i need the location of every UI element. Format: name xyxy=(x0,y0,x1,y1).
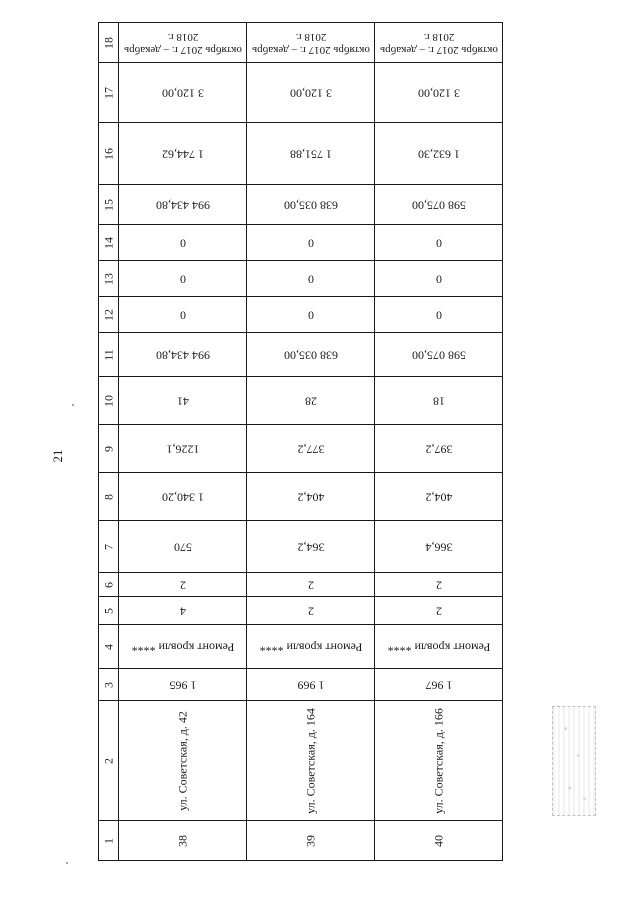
period-cell: октябрь 2017 г. – декабрь 2018 г. xyxy=(119,23,247,63)
data-cell: 18 xyxy=(375,377,503,425)
data-cell: 994 434,80 xyxy=(119,185,247,225)
table-row-col-9 xyxy=(99,425,503,473)
column-header-cell: 8 xyxy=(99,473,119,521)
scan-speck xyxy=(72,404,74,406)
column-header-cell: 3 xyxy=(99,669,119,701)
data-cell: 0 xyxy=(119,261,247,297)
data-cell: 638 035,00 xyxy=(247,185,375,225)
page-number: 21 xyxy=(50,449,65,463)
data-cell: 1226,1 xyxy=(119,425,247,473)
data-cell: 41 xyxy=(119,377,247,425)
work-type-cell: Ремонт кровли **** xyxy=(375,625,503,669)
data-cell: 570 xyxy=(119,521,247,573)
data-cell: 2 xyxy=(247,573,375,597)
data-cell: 0 xyxy=(247,225,375,261)
column-header-cell: 16 xyxy=(99,123,119,185)
address-cell: ул. Советская, д. 166 xyxy=(375,701,503,821)
table-row-col-12 xyxy=(99,297,503,333)
work-type-cell: Ремонт кровли **** xyxy=(247,625,375,669)
year-cell: 1 965 xyxy=(119,669,247,701)
year-cell: 1 967 xyxy=(375,669,503,701)
scan-speck xyxy=(66,862,68,864)
column-header-cell: 17 xyxy=(99,63,119,123)
table-row-col-13 xyxy=(99,261,503,297)
column-header-cell: 14 xyxy=(99,225,119,261)
table-row-col-15 xyxy=(99,185,503,225)
row-number-cell: 38 xyxy=(119,821,247,861)
table-row-col-14 xyxy=(99,225,503,261)
data-cell: 4 xyxy=(119,597,247,625)
data-cell: 0 xyxy=(119,225,247,261)
data-cell: 3 120,00 xyxy=(375,63,503,123)
data-cell: 3 120,00 xyxy=(119,63,247,123)
data-cell: 0 xyxy=(247,261,375,297)
row-number-cell: 39 xyxy=(247,821,375,861)
column-header-cell: 10 xyxy=(99,377,119,425)
data-cell: 0 xyxy=(247,297,375,333)
data-cell: 1 751,88 xyxy=(247,123,375,185)
column-header-cell: 5 xyxy=(99,597,119,625)
table-row-col-1 xyxy=(99,821,503,861)
data-cell: 598 075,00 xyxy=(375,185,503,225)
data-cell: 28 xyxy=(247,377,375,425)
table-row-col-8 xyxy=(99,473,503,521)
data-cell: 0 xyxy=(375,261,503,297)
data-cell: 638 035,00 xyxy=(247,333,375,377)
data-cell: 377,2 xyxy=(247,425,375,473)
table-row-col-6 xyxy=(99,573,503,597)
table-row-col-16 xyxy=(99,123,503,185)
column-header-cell: 13 xyxy=(99,261,119,297)
column-header-cell: 11 xyxy=(99,333,119,377)
address-cell: ул. Советская, д. 42 xyxy=(119,701,247,821)
table-row-col-2 xyxy=(99,701,503,821)
repair-schedule-table xyxy=(98,22,503,861)
data-cell: 0 xyxy=(375,297,503,333)
column-header-cell: 2 xyxy=(99,701,119,821)
table-row-col-3 xyxy=(99,669,503,701)
column-header-cell: 15 xyxy=(99,185,119,225)
column-header-cell: 9 xyxy=(99,425,119,473)
column-header-cell: 18 xyxy=(99,23,119,63)
row-number-cell: 40 xyxy=(375,821,503,861)
data-cell: 1 744,62 xyxy=(119,123,247,185)
data-cell: 994 434,80 xyxy=(119,333,247,377)
column-header-cell: 7 xyxy=(99,521,119,573)
data-cell: 3 120,00 xyxy=(247,63,375,123)
data-cell: 598 075,00 xyxy=(375,333,503,377)
data-cell: 1 340,20 xyxy=(119,473,247,521)
data-cell: 2 xyxy=(375,597,503,625)
column-header-cell: 4 xyxy=(99,625,119,669)
data-cell: 2 xyxy=(247,597,375,625)
data-cell: 364,2 xyxy=(247,521,375,573)
table-row-col-4 xyxy=(99,625,503,669)
column-header-cell: 6 xyxy=(99,573,119,597)
table-row-col-17 xyxy=(99,63,503,123)
data-cell: 0 xyxy=(375,225,503,261)
data-cell: 404,2 xyxy=(375,473,503,521)
data-cell: 366,4 xyxy=(375,521,503,573)
table-row-col-7 xyxy=(99,521,503,573)
work-type-cell: Ремонт кровли **** xyxy=(119,625,247,669)
data-cell: 1 632,30 xyxy=(375,123,503,185)
table-row-col-10 xyxy=(99,377,503,425)
data-cell: 2 xyxy=(119,573,247,597)
year-cell: 1 969 xyxy=(247,669,375,701)
column-header-cell: 1 xyxy=(99,821,119,861)
column-header-cell: 12 xyxy=(99,297,119,333)
table-row-col-5 xyxy=(99,597,503,625)
data-cell: 0 xyxy=(119,297,247,333)
address-cell: ул. Советская, д. 164 xyxy=(247,701,375,821)
data-cell: 404,2 xyxy=(247,473,375,521)
table-row-col-18 xyxy=(99,23,503,63)
approval-stamp xyxy=(552,706,596,816)
period-cell: октябрь 2017 г. – декабрь 2018 г. xyxy=(375,23,503,63)
data-cell: 397,2 xyxy=(375,425,503,473)
table-row-col-11 xyxy=(99,333,503,377)
period-cell: октябрь 2017 г. – декабрь 2018 г. xyxy=(247,23,375,63)
data-cell: 2 xyxy=(375,573,503,597)
